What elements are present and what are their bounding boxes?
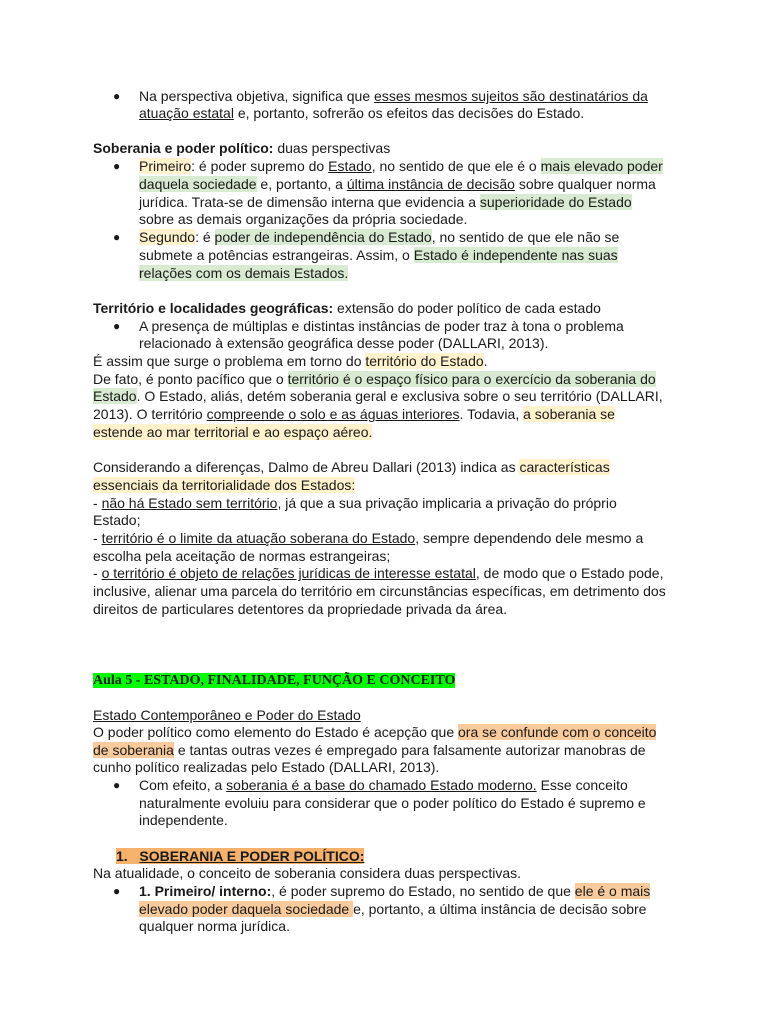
text-span: , é poder supremo do Estado, no sentido de que	[271, 883, 575, 899]
text-line	[93, 405, 615, 423]
bullet: ●	[113, 89, 121, 103]
text-line	[139, 175, 656, 193]
highlighted-text: mais elevado poder	[540, 158, 663, 174]
text-line	[93, 458, 610, 476]
text-line: Na atualidade, o conceito de soberania considera duas perspectivas.	[93, 865, 522, 881]
heading-title: SOBERANIA E PODER POLÍTICO:	[139, 848, 365, 864]
bullet: ●	[113, 319, 121, 333]
underlined-text: soberania é a base do chamado Estado moderno.	[226, 777, 537, 793]
text-line	[139, 193, 632, 211]
text-span: jurídica. Trata-se de dimensão interna que evidencia a	[139, 194, 480, 210]
text-line	[93, 476, 355, 494]
text-line	[139, 104, 584, 122]
highlighted-text: ele é o mais	[574, 883, 651, 899]
text-line: inclusive, alienar uma parcela do território em circunstâncias específicas, em detrimento dos	[93, 583, 666, 599]
text-line: naturalmente evoluiu para considerar que o poder político do Estado é supremo e	[139, 795, 646, 811]
text-line	[139, 228, 619, 246]
text-span: . O Estado, aliás, detém soberania geral e exclusiva sobre o seu território (DALLARI,	[136, 388, 663, 404]
text-span: -	[93, 495, 102, 511]
text-line	[139, 264, 348, 282]
text-line: relacionado à extensão geográfica desse poder (DALLARI, 2013).	[139, 335, 549, 351]
highlighted-text: Estado	[93, 388, 137, 404]
bold-text: 1. Primeiro/ interno:	[139, 883, 272, 899]
text-line	[93, 564, 663, 582]
underlined-text: Estado	[328, 158, 372, 174]
text-span: e, portanto, sofrerão os efeitos das decisões do Estado.	[233, 105, 585, 121]
underlined-text: atuação estatal	[139, 105, 234, 121]
highlighted-text: daquela sociedade	[139, 176, 257, 192]
text-line: independente.	[139, 812, 228, 828]
text-line	[93, 723, 656, 741]
highlighted-text: Estado é independente nas suas	[413, 247, 618, 263]
text-line: Estado;	[93, 512, 141, 528]
highlighted-text: Segundo	[139, 229, 196, 245]
highlighted-text: estende ao mar territorial e ao espaço aéreo.	[93, 424, 373, 440]
text-line	[139, 900, 646, 918]
text-span: submete a potências estrangeiras. Assim, o	[139, 247, 414, 263]
text-span: . Todavia,	[459, 406, 524, 422]
bullet: ●	[113, 159, 121, 173]
text-line	[139, 882, 650, 900]
underlined-text: território é o limite da atuação soberana do Estado	[101, 530, 416, 546]
underlined-text: esses mesmos sujeitos são destinatários da	[374, 88, 648, 104]
text-line	[139, 87, 648, 105]
text-span: , já que a sua privação implicaria a privação do próprio	[277, 495, 617, 511]
text-line	[93, 423, 372, 441]
highlighted-text: relações com os demais Estados.	[139, 265, 349, 281]
text-span: O poder político como elemento do Estado é acepção que	[93, 724, 459, 740]
text-line	[139, 246, 618, 264]
text-span: , no sentido de que ele é o	[371, 158, 541, 174]
text-span: Considerando a diferenças, Dalmo de Abreu Dallari (2013) indica as	[93, 459, 520, 475]
text-span: duas perspectivas	[273, 140, 391, 156]
text-span: , no sentido de que ele não se	[431, 229, 620, 245]
highlighted-text: características	[519, 459, 610, 475]
text-line	[93, 370, 656, 388]
text-span: , de modo que o Estado pode,	[475, 565, 664, 581]
underlined-text: o território é objeto de relações jurídicas de interesse estatal	[101, 565, 476, 581]
text-span: Com efeito, a	[139, 777, 227, 793]
heading-number: 1.	[116, 848, 128, 864]
text-span: extensão do poder político de cada estado	[333, 300, 601, 316]
text-line	[93, 494, 617, 512]
underlined-text: compreende o solo e as águas interiores	[206, 406, 460, 422]
lesson-title-text: Aula 5 - ESTADO, FINALIDADE, FUNÇÃO E CONCEITO	[93, 673, 456, 688]
highlighted-text: poder de independência do Estado	[214, 229, 432, 245]
bold-text: Território e localidades geográficas:	[93, 300, 334, 316]
text-span: sobre qualquer norma	[514, 176, 656, 192]
text-line: cunho político realizadas pelo Estado (DALLARI, 2013).	[93, 759, 440, 775]
text-line	[93, 352, 488, 370]
text-line	[139, 157, 663, 175]
text-line: direitos de particulares detentores da propriedade privada da área.	[93, 601, 508, 617]
text-span: e tantas outras vezes é empregado para falsamente autorizar manobras de	[173, 742, 646, 758]
bold-text: Soberania e poder político:	[93, 140, 274, 156]
text-line: qualquer norma jurídica.	[139, 918, 290, 934]
highlighted-text: ora se confunde com o conceito	[458, 724, 657, 740]
underlined-text: Estado Contemporâneo e Poder do Estado	[93, 707, 361, 723]
text-span: Esse conceito	[536, 777, 628, 793]
text-span: -	[93, 530, 102, 546]
text-span: .	[483, 353, 488, 369]
text-line	[93, 529, 643, 547]
text-span: e, portanto, a última instância de decisão sobre	[353, 901, 647, 917]
text-line	[93, 387, 663, 405]
highlighted-text: superioridade do Estado	[479, 194, 632, 210]
section-heading	[93, 299, 601, 317]
subheading	[93, 706, 361, 724]
text-line: sobre as demais organizações da própria sociedade.	[139, 211, 468, 227]
text-line: escolha pela aceitação de normas estrangeiras;	[93, 548, 391, 564]
text-span: -	[93, 565, 102, 581]
highlighted-text: elevado poder daquela sociedade	[139, 901, 354, 917]
bullet: ●	[113, 230, 121, 244]
highlighted-text: Primeiro	[139, 158, 192, 174]
text-span: 2013). O território	[93, 406, 207, 422]
text-span: De fato, é ponto pacífico que o	[93, 371, 288, 387]
section-heading	[93, 139, 390, 157]
text-span: , sempre dependendo dele mesmo a	[415, 530, 644, 546]
text-span: : é	[195, 229, 215, 245]
numbered-heading	[116, 847, 364, 865]
underlined-text: não há Estado sem território	[101, 495, 278, 511]
highlighted-text: território é o espaço físico para o exercício da soberania do	[287, 371, 656, 387]
text-span: : é poder supremo do	[191, 158, 329, 174]
bullet: ●	[113, 884, 121, 898]
underlined-text: última instância de decisão	[346, 176, 515, 192]
text-line: A presença de múltiplas e distintas instâncias de poder traz à tona o problema	[139, 318, 624, 334]
text-span: É assim que surge o problema em torno do	[93, 353, 366, 369]
highlighted-text: a soberania se	[523, 406, 615, 422]
highlighted-text: de soberania	[93, 742, 174, 758]
highlighted-text: território do Estado	[365, 353, 484, 369]
text-span: Na perspectiva objetiva, significa que	[139, 88, 375, 104]
text-span: e, portanto, a	[256, 176, 347, 192]
highlighted-text: essenciais da territorialidade dos Estados:	[93, 477, 356, 493]
text-line	[139, 776, 628, 794]
bullet: ●	[113, 778, 121, 792]
numbered-heading-text	[116, 848, 364, 864]
text-line	[93, 741, 646, 759]
lesson-title	[93, 670, 455, 688]
